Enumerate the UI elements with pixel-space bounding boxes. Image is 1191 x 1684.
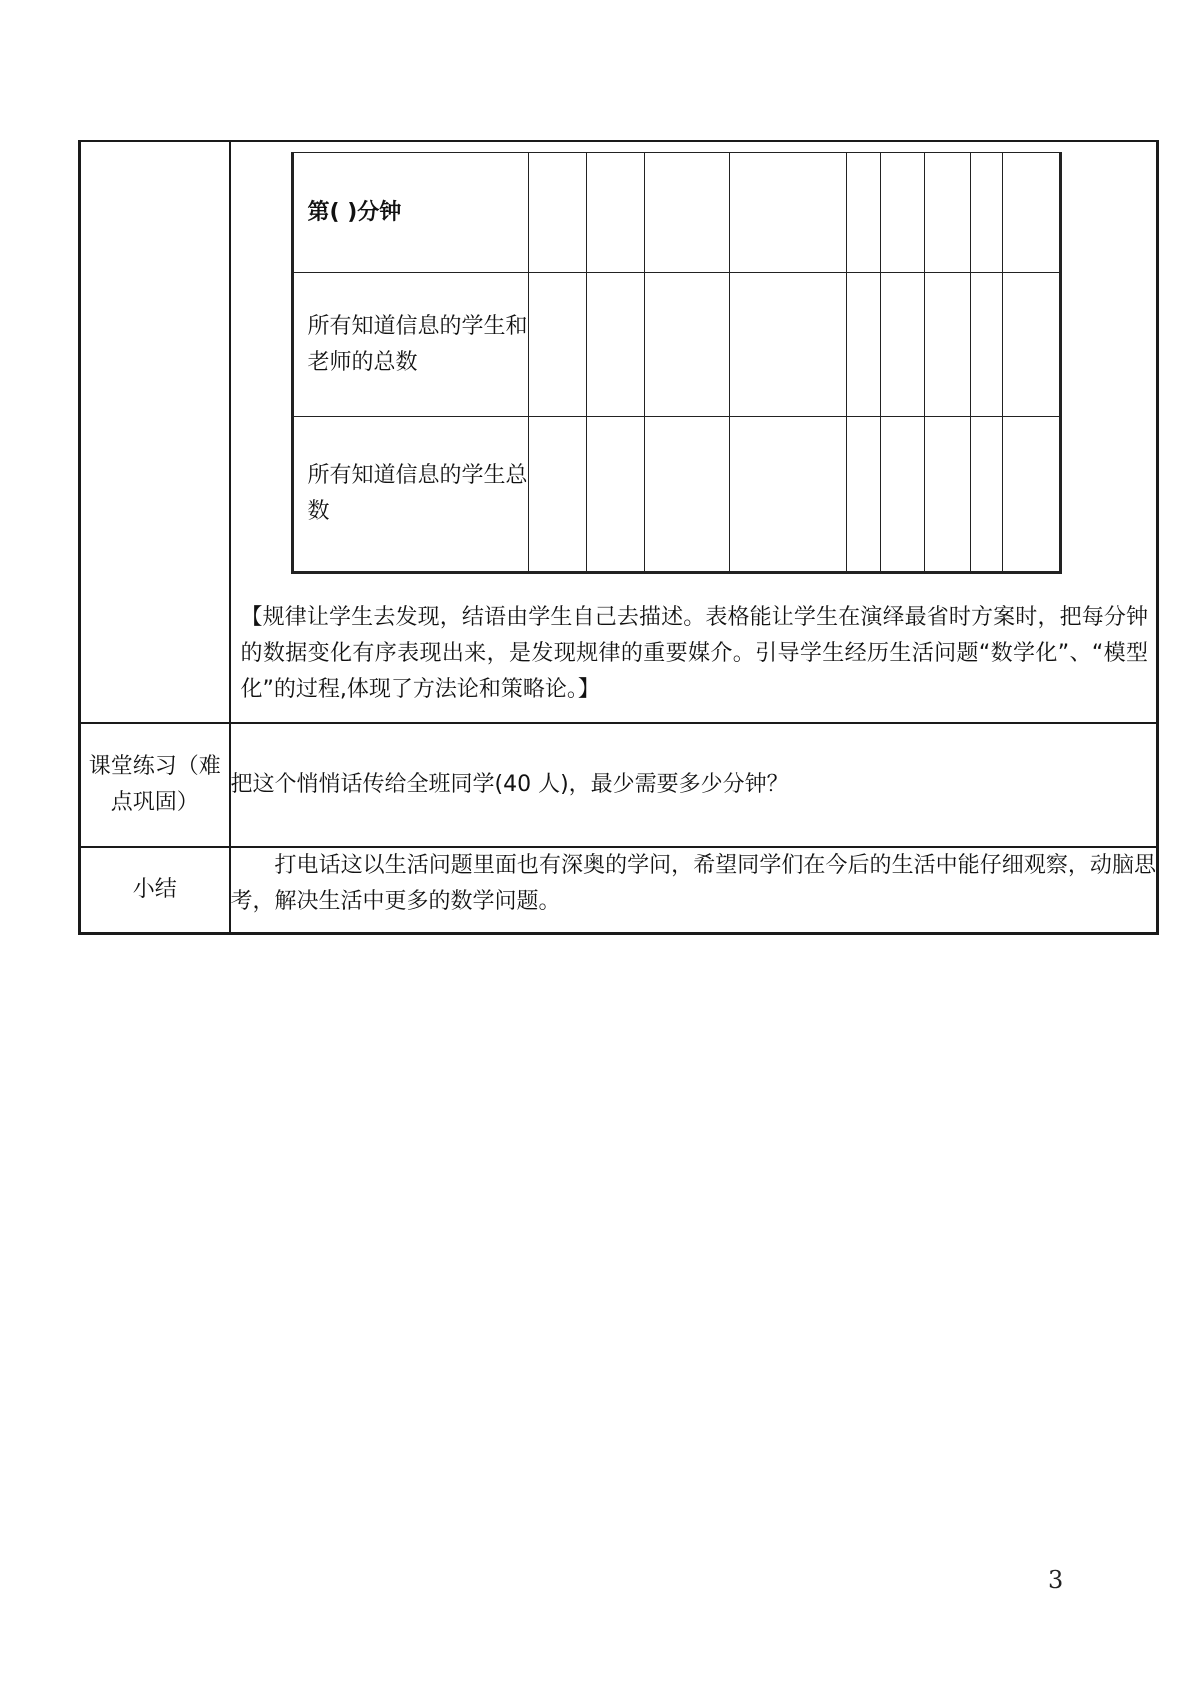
blank-cell <box>644 153 729 273</box>
practice-question: 把这个悄悄话传给全班同学(40 人)，最少需要多少分钟？ <box>230 723 1158 847</box>
blank-cell <box>729 153 846 273</box>
activity-content-cell <box>230 141 1158 723</box>
blank-cell <box>586 417 644 573</box>
blank-cell <box>924 273 970 417</box>
table-row <box>292 153 1060 273</box>
blank-cell <box>586 273 644 417</box>
empty-label-cell <box>80 141 230 723</box>
blank-cell <box>644 273 729 417</box>
table-row-summary <box>80 847 1158 933</box>
table-row-activity <box>80 141 1158 723</box>
blank-cell <box>880 417 924 573</box>
blank-cell <box>1002 417 1060 573</box>
row-label-students-teachers: 所有知道信息的学生和老师的总数 <box>292 273 528 417</box>
blank-cell <box>880 153 924 273</box>
data-recording-table <box>291 152 1062 574</box>
blank-cell <box>970 273 1002 417</box>
blank-cell <box>846 153 880 273</box>
summary-label: 小结 <box>80 847 230 933</box>
table-row-practice <box>80 723 1158 847</box>
lesson-plan-table <box>78 140 1159 935</box>
blank-cell <box>970 153 1002 273</box>
blank-cell <box>880 273 924 417</box>
blank-cell <box>729 417 846 573</box>
page-number: 3 <box>1048 1566 1064 1594</box>
table-row <box>292 417 1060 573</box>
blank-cell <box>846 417 880 573</box>
blank-cell <box>729 273 846 417</box>
blank-cell <box>846 273 880 417</box>
blank-cell <box>924 417 970 573</box>
blank-cell <box>528 417 586 573</box>
row-label-minute: 第( )分钟 <box>292 153 528 273</box>
design-note: 【规律让学生去发现，结语由学生自己去描述。表格能让学生在演绎最省时方案时，把每分钟的数据变化有序表现出来，是发现规律的重要媒介。引导学生经历生活问题“数学化”、“模型化”的过程,体现了方法论和策略论。】 <box>240 605 1148 702</box>
blank-cell <box>528 273 586 417</box>
blank-cell <box>970 417 1002 573</box>
table-row <box>292 273 1060 417</box>
blank-cell <box>1002 153 1060 273</box>
practice-label: 课堂练习（难点巩固） <box>80 723 230 847</box>
row-label-students: 所有知道信息的学生总数 <box>292 417 528 573</box>
blank-cell <box>528 153 586 273</box>
blank-cell <box>644 417 729 573</box>
summary-text: 打电话这以生活问题里面也有深奥的学问，希望同学们在今后的生活中能仔细观察，动脑思考，解决生活中更多的数学问题。 <box>230 847 1158 933</box>
blank-cell <box>1002 273 1060 417</box>
blank-cell <box>924 153 970 273</box>
blank-cell <box>586 153 644 273</box>
